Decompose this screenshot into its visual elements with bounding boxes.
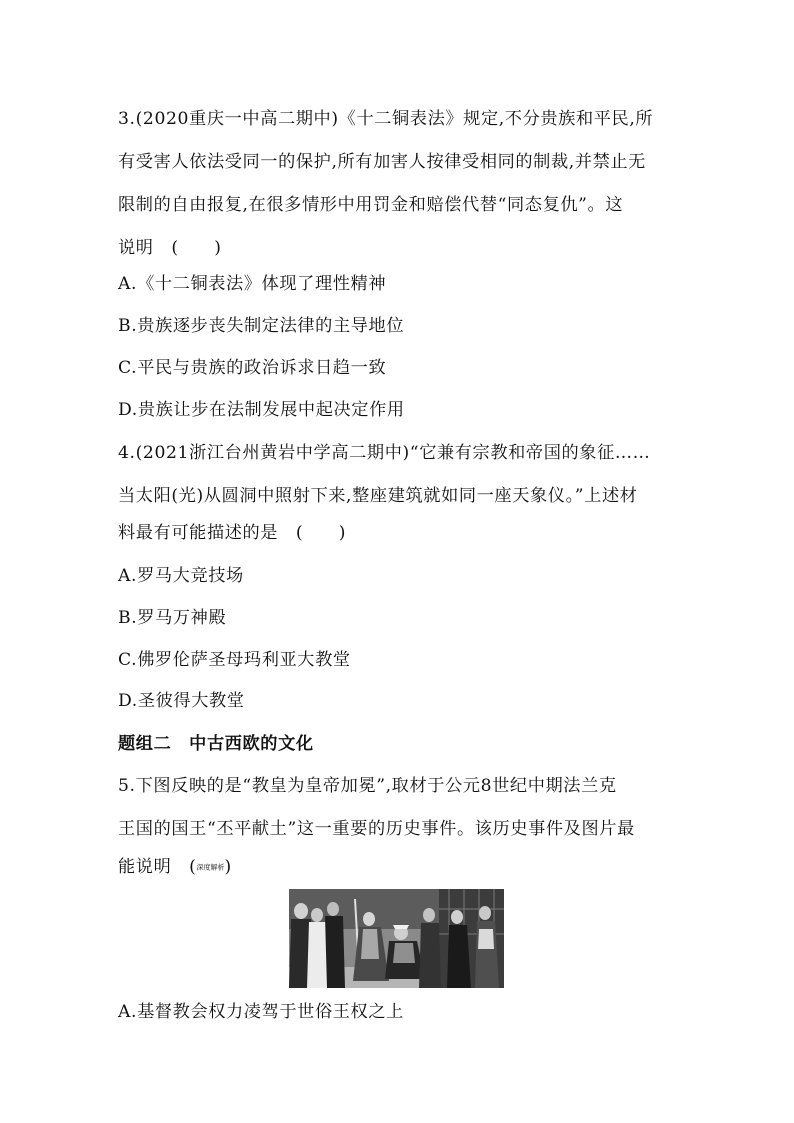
analysis-hint-label: 深度解析 [196,863,225,872]
question-5-line-2: 王国的国王“丕平献土”这一重要的历史事件。该历史事件及图片最 [118,819,635,839]
question-3-line-2: 有受害人依法受同一的保护,所有加害人按律受相同的制裁,并禁止无 [118,152,646,172]
question-3-option-b: B.贵族逐步丧失制定法律的主导地位 [118,316,405,336]
section-heading: 题组二 中古西欧的文化 [118,734,314,754]
question-5-line-3 [118,855,232,880]
question-3-option-d: D.贵族让步在法制发展中起决定作用 [118,400,405,420]
question-3-line-1: 3.(2020重庆一中高二期中)《十二铜表法》规定,不分贵族和平民,所 [118,109,654,129]
question-4-option-c: C.佛罗伦萨圣母玛利亚大教堂 [118,650,351,670]
question-3-line-4: 说明 ( ) [118,238,222,258]
question-5-line-3-close: ) [224,857,232,877]
question-3-option-a: A.《十二铜表法》体现了理性精神 [118,274,387,294]
question-4-option-d: D.圣彼得大教堂 [118,691,245,711]
question-4-option-b: B.罗马万神殿 [118,608,227,628]
question-4-option-a: A.罗马大竞技场 [118,566,244,586]
question-5-line-1: 5.下图反映的是“教皇为皇帝加冕”,取材于公元8世纪中期法兰克 [118,776,617,796]
question-4-line-3: 料最有可能描述的是 ( ) [118,523,347,543]
question-3-line-3: 限制的自由报复,在很多情形中用罚金和赔偿代替“同态复仇”。这 [118,195,624,215]
question-4-line-1: 4.(2021浙江台州黄岩中学高二期中)“它兼有宗教和帝国的象征…… [118,443,651,463]
question-5-line-3-text: 能说明 ( [118,857,197,877]
question-3-option-c: C.平民与贵族的政治诉求日趋一致 [118,358,387,378]
coronation-illustration [289,889,504,988]
question-5-option-a: A.基督教会权力凌驾于世俗王权之上 [118,1002,404,1022]
question-4-line-2: 当太阳(光)从圆洞中照射下来,整座建筑就如同一座天象仪。”上述材 [118,486,638,506]
